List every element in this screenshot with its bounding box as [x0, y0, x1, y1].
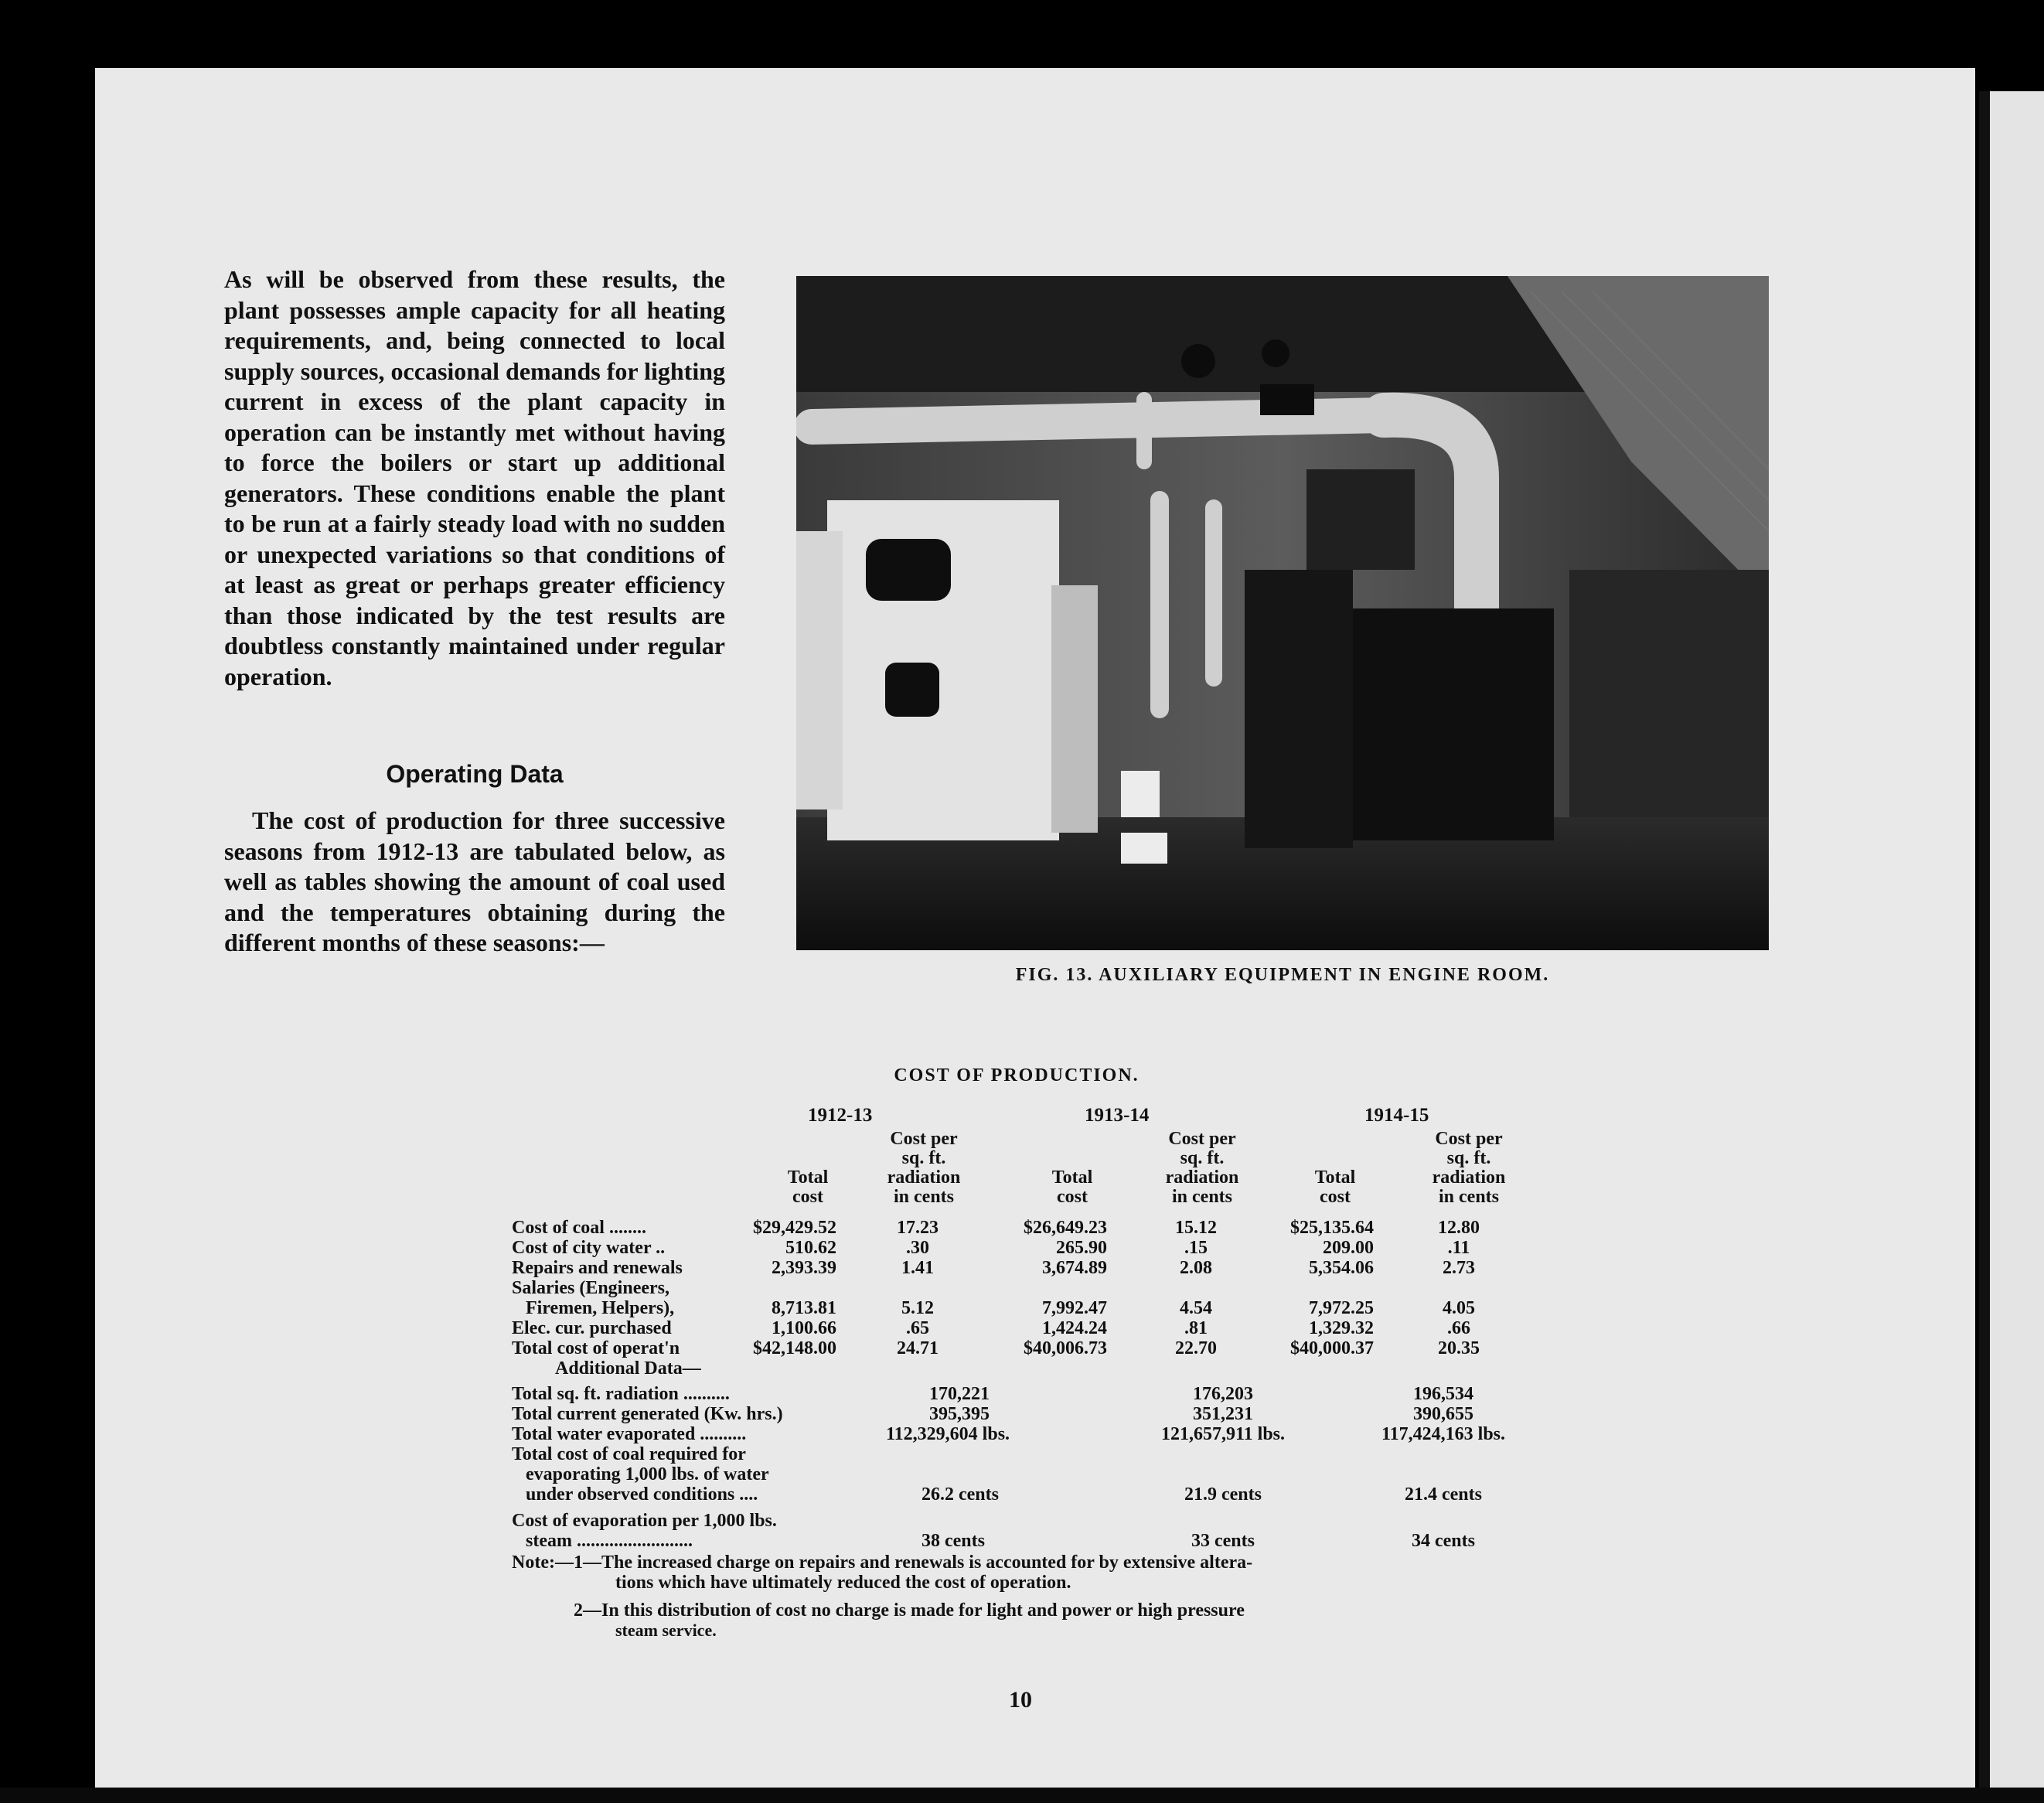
additional-row-evaporating: evaporating 1,000 lbs. of water: [512, 1464, 769, 1484]
additional-row-water: Total water evaporated .......... 112,329,604 lbs. 121,657,911 lbs. 117,424,163 lbs.: [512, 1424, 1506, 1444]
additional-row-observed: under observed conditions .... 26.2 cents 21.9 cents 21.4 cents: [512, 1484, 1482, 1505]
additional-data-heading: Additional Data—: [555, 1358, 701, 1379]
figure-caption: FIG. 13. AUXILIARY EQUIPMENT IN ENGINE ROOM.: [1015, 965, 1550, 985]
table-title: COST OF PRODUCTION.: [894, 1065, 1140, 1086]
photo-illustration: [796, 276, 1769, 950]
table-row-water: Cost of city water .. 510.62 .30 265.90 .15 209.00 .11: [512, 1238, 1470, 1258]
col-cost-per-1912: Cost per sq. ft. radiation in cents: [887, 1129, 961, 1207]
page-number: 10: [1009, 1687, 1032, 1713]
table-row-total: Total cost of operat'n $42,148.00 24.71 $40,006.73 22.70 $40,000.37 20.35: [512, 1338, 1480, 1358]
intro-paragraph: [224, 264, 725, 692]
note-1-line-2: tions which have ultimately reduced the cost of operation.: [615, 1573, 1071, 1593]
additional-row-coal-required: Total cost of coal required for: [512, 1444, 746, 1464]
paragraph-2: The cost of production for three successive seasons from 1912-13 are tabulated below, as well as tables showing the amount of coal used and the temperatures obtaining during the different months of these seasons:—: [224, 806, 725, 956]
table-row-repairs: Repairs and renewals 2,393.39 1.41 3,674.89 2.08 5,354.06 2.73: [512, 1258, 1475, 1278]
table-row-electric: Elec. cur. purchased 1,100.66 .65 1,424.24 .81 1,329.32 .66: [512, 1318, 1470, 1338]
adjacent-page-edge: [1990, 91, 2044, 1803]
year-header-1914: 1914-15: [1364, 1105, 1429, 1126]
year-header-1913: 1913-14: [1085, 1105, 1150, 1126]
year-header-1912: 1912-13: [808, 1105, 873, 1126]
col-total-cost-1913: Total cost: [1051, 1167, 1093, 1207]
note-1-line-1: Note:—1—The increased charge on repairs and renewals is accounted for by extensive altera-: [512, 1552, 1253, 1573]
table-row-salaries: Firemen, Helpers), 8,713.81 5.12 7,992.47 4.54 7,972.25 4.05: [512, 1298, 1475, 1318]
scan-bottom-edge: [0, 1788, 2044, 1803]
table-row-coal: Cost of coal ........ $29,429.52 17.23 $26,649.23 15.12 $25,135.64 12.80: [512, 1218, 1480, 1238]
col-cost-per-1913: Cost per sq. ft. radiation in cents: [1165, 1129, 1239, 1207]
engine-room-photo: [796, 276, 1769, 950]
col-total-cost-1914: Total cost: [1314, 1167, 1356, 1207]
col-total-cost-1912: Total cost: [787, 1167, 829, 1207]
note-2-line-2: steam service.: [615, 1621, 717, 1640]
table-row-salaries-label: Salaries (Engineers,: [512, 1278, 669, 1298]
additional-row-current: Total current generated (Kw. hrs.) 395,395 351,231 390,655: [512, 1404, 1473, 1424]
note-2-line-1: 2—In this distribution of cost no charge is made for light and power or high pressure: [574, 1600, 1245, 1621]
additional-row-evaporation-cost: Cost of evaporation per 1,000 lbs.: [512, 1511, 777, 1531]
col-cost-per-1914: Cost per sq. ft. radiation in cents: [1432, 1129, 1506, 1207]
book-gutter: [1979, 91, 1990, 1803]
paragraph-1: As will be observed from these results, the plant possesses ample capacity for all heating requirements, and, being connected to local supply sources, occasional demands for lighting current in excess of the plant capacity in operation can be instantly met without having to force the boilers or start up additional generators. These conditions enable the plant to be run at a fairly steady load with no sudden or unexpected variations so that conditions of at least as great or perhaps greater efficiency than those indicated by the test results are doubtless constantly maintained under regular operation.: [224, 265, 725, 690]
additional-row-radiation: Total sq. ft. radiation .......... 170,221 176,203 196,534: [512, 1384, 1473, 1404]
additional-row-steam: steam ......................... 38 cents 33 cents 34 cents: [512, 1531, 1475, 1551]
section-heading: Operating Data: [386, 760, 564, 788]
